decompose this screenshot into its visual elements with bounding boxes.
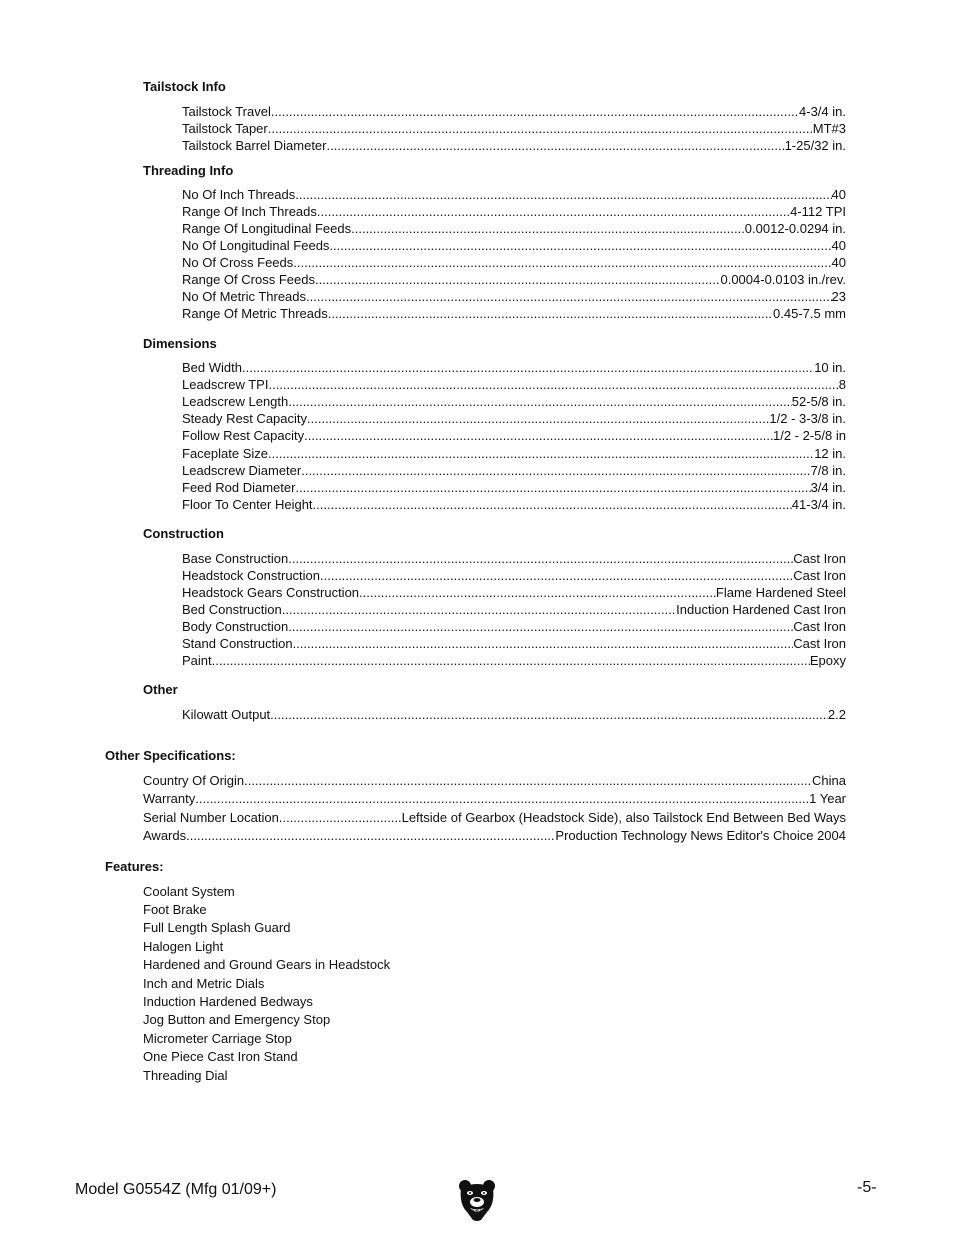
feature-item: Coolant System [143, 884, 235, 899]
spec-value: MT#3 [812, 121, 846, 136]
feature-item: Inch and Metric Dials [143, 976, 265, 991]
spec-label: Body Construction [182, 619, 289, 634]
spec-row [182, 497, 846, 512]
feature-item: Halogen Light [143, 939, 224, 954]
spec-value: 52-5/8 in. [791, 394, 846, 409]
spec-value: Induction Hardened Cast Iron [676, 602, 846, 617]
spec-row [182, 394, 846, 409]
spec-value: 1 Year [809, 791, 846, 806]
spec-row [182, 707, 846, 722]
spec-row [182, 221, 846, 236]
spec-value: Cast Iron [793, 619, 846, 634]
spec-row [182, 238, 846, 253]
spec-row [182, 255, 846, 270]
spec-label: Headstock Gears Construction [182, 585, 360, 600]
spec-value: 10 in. [814, 360, 846, 375]
spec-row [182, 653, 846, 668]
section-title-construction: Construction [143, 526, 224, 541]
spec-value: 2.2 [827, 707, 846, 722]
spec-value: Epoxy [809, 653, 846, 668]
spec-row [182, 121, 846, 136]
spec-label: Range Of Cross Feeds [182, 272, 315, 287]
spec-label: No Of Cross Feeds [182, 255, 294, 270]
spec-row [182, 306, 846, 321]
spec-row [143, 773, 846, 788]
spec-row [182, 411, 846, 426]
section-title-threading: Threading Info [143, 163, 234, 178]
spec-label: Floor To Center Height [182, 497, 313, 512]
spec-value: 1-25/32 in. [784, 138, 846, 153]
spec-label: Headstock Construction [182, 568, 321, 583]
section-title-other-specifications: Other Specifications: [105, 748, 236, 763]
spec-value: 3/4 in. [810, 480, 846, 495]
feature-item: Micrometer Carriage Stop [143, 1031, 292, 1046]
spec-value: 40 [831, 187, 846, 202]
footer-model: Model G0554Z (Mfg 01/09+) [75, 1181, 277, 1198]
spec-row [143, 791, 846, 806]
spec-row [182, 360, 846, 375]
spec-label: Stand Construction [182, 636, 293, 651]
spec-value: 4-112 TPI [790, 204, 846, 219]
spec-label: Feed Rod Diameter [182, 480, 296, 495]
spec-value: 40 [831, 238, 846, 253]
spec-label: Warranty [143, 791, 196, 806]
spec-value: 0.0004-0.0103 in./rev. [720, 272, 846, 287]
spec-row [182, 463, 846, 478]
spec-label: No Of Longitudinal Feeds [182, 238, 330, 253]
spec-row [182, 289, 846, 304]
spec-label: Leadscrew TPI [182, 377, 269, 392]
spec-row [143, 828, 846, 843]
spec-value: 23 [831, 289, 846, 304]
feature-item: Induction Hardened Bedways [143, 994, 313, 1009]
spec-label: Bed Construction [182, 602, 282, 617]
spec-value: 0.0012-0.0294 in. [744, 221, 846, 236]
spec-row [182, 204, 846, 219]
spec-value: 0.45-7.5 mm [773, 306, 846, 321]
spec-label: Paint [182, 653, 212, 668]
feature-item: Foot Brake [143, 902, 207, 917]
section-title-other: Other [143, 682, 178, 697]
spec-label: Leadscrew Length [182, 394, 289, 409]
spec-label: Tailstock Travel [182, 104, 271, 119]
spec-value: China [812, 773, 846, 788]
spec-label: Serial Number Location [143, 810, 279, 825]
spec-row [182, 551, 846, 566]
spec-label: Leadscrew Diameter [182, 463, 302, 478]
spec-label: Kilowatt Output [182, 707, 271, 722]
spec-label: No Of Inch Threads [182, 187, 296, 202]
section-title-dimensions: Dimensions [143, 336, 217, 351]
spec-label: Base Construction [182, 551, 289, 566]
spec-label: Range Of Inch Threads [182, 204, 317, 219]
section-title-tailstock: Tailstock Info [143, 79, 226, 94]
spec-value: Flame Hardened Steel [715, 585, 846, 600]
spec-row [143, 810, 846, 825]
bear-logo-icon [457, 1178, 497, 1222]
section-title-features: Features: [105, 859, 164, 874]
spec-row [182, 585, 846, 600]
spec-value: Leftside of Gearbox (Headstock Side), also Tailstock End Between Bed Ways [401, 810, 846, 825]
spec-value: 1/2 - 2-5/8 in [773, 428, 846, 443]
spec-row [182, 138, 846, 153]
spec-label: Tailstock Taper [182, 121, 268, 136]
spec-value: Cast Iron [793, 636, 846, 651]
spec-row [182, 428, 846, 443]
feature-item: Hardened and Ground Gears in Headstock [143, 957, 391, 972]
spec-value: Cast Iron [793, 551, 846, 566]
spec-row [182, 480, 846, 495]
spec-value: Cast Iron [793, 568, 846, 583]
spec-label: Country Of Origin [143, 773, 245, 788]
feature-item: Jog Button and Emergency Stop [143, 1012, 331, 1027]
spec-label: No Of Metric Threads [182, 289, 307, 304]
spec-value: Production Technology News Editor's Choice 2004 [555, 828, 846, 843]
spec-label: Tailstock Barrel Diameter [182, 138, 327, 153]
spec-row [182, 272, 846, 287]
spec-label: Range Of Longitudinal Feeds [182, 221, 352, 236]
spec-label: Follow Rest Capacity [182, 428, 305, 443]
spec-label: Steady Rest Capacity [182, 411, 308, 426]
spec-value: 12 in. [814, 446, 846, 461]
spec-row [182, 446, 846, 461]
spec-row [182, 187, 846, 202]
spec-label: Range Of Metric Threads [182, 306, 328, 321]
spec-value: 7/8 in. [810, 463, 846, 478]
spec-row [182, 377, 846, 392]
spec-value: 41-3/4 in. [791, 497, 846, 512]
spec-value: 1/2 - 3-3/8 in. [769, 411, 846, 426]
spec-label: Awards [143, 828, 187, 843]
spec-label: Bed Width [182, 360, 242, 375]
feature-item: Full Length Splash Guard [143, 920, 291, 935]
spec-label: Faceplate Size [182, 446, 268, 461]
spec-value: 8 [838, 377, 846, 392]
spec-row [182, 568, 846, 583]
page-number: -5- [857, 1179, 877, 1196]
spec-row [182, 636, 846, 651]
spec-row [182, 619, 846, 634]
spec-value: 4-3/4 in. [799, 104, 846, 119]
spec-value: 40 [831, 255, 846, 270]
feature-item: One Piece Cast Iron Stand [143, 1049, 298, 1064]
feature-item: Threading Dial [143, 1068, 228, 1083]
spec-row [182, 104, 846, 119]
spec-row [182, 602, 846, 617]
